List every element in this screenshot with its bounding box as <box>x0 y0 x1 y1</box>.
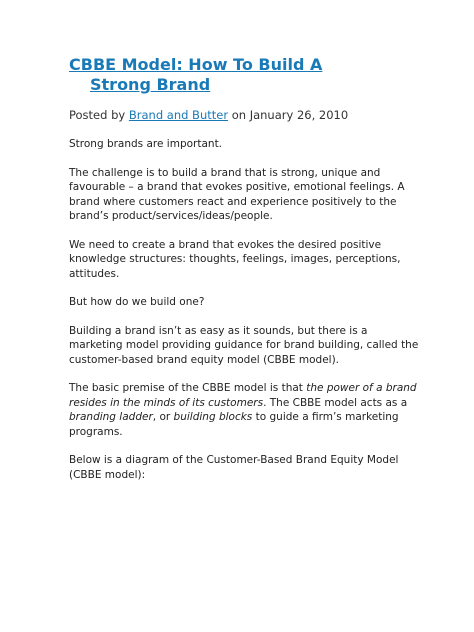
paragraph-diagram-intro: Below is a diagram of the Customer-Based Brand Equity Model (CBBE model): <box>69 454 399 481</box>
author-link[interactable]: Brand and Butter <box>128 108 229 122</box>
premise-text-3: , or <box>152 411 174 423</box>
premise-text-4: to guide a firm’s marketing programs. <box>69 411 399 438</box>
article <box>69 55 419 482</box>
article-title-line-1[interactable]: CBBE Model: How To Build A <box>69 55 323 74</box>
byline-date: on January 26, 2010 <box>228 108 349 122</box>
paragraph-model-intro: Building a brand isn’t as easy as it sounds, but there is a marketing model providing guidance for brand building, called the customer-based brand equity model (CBBE model). <box>69 324 419 366</box>
article-title-line-2[interactable]: Strong Brand <box>90 75 211 94</box>
byline <box>69 107 419 123</box>
premise-italic-blocks: building blocks <box>173 411 253 423</box>
article-title[interactable] <box>69 55 419 95</box>
premise-text-1: The basic premise of the CBBE model is that <box>69 382 307 394</box>
paragraph-knowledge: We need to create a brand that evokes the desired positive knowledge structures: thoughts, feelings, images, perceptions, attitudes. <box>69 238 401 280</box>
byline-prefix: Posted by <box>69 108 129 122</box>
paragraph-challenge: The challenge is to build a brand that is strong, unique and favourable – a brand that evokes positive, emotional feelings. A brand where customers react and experience positively to the brand’s product/services/ideas/people. <box>69 166 405 222</box>
paragraph-premise <box>69 381 419 439</box>
premise-italic-power: the power of a brand resides in the minds of its customers <box>69 382 417 409</box>
paragraph-question: But how do we build one? <box>69 296 205 308</box>
premise-italic-ladder: branding ladder <box>69 411 153 423</box>
paragraph-intro: Strong brands are important. <box>69 138 223 150</box>
premise-text-2: . The CBBE model acts as a <box>263 396 408 409</box>
